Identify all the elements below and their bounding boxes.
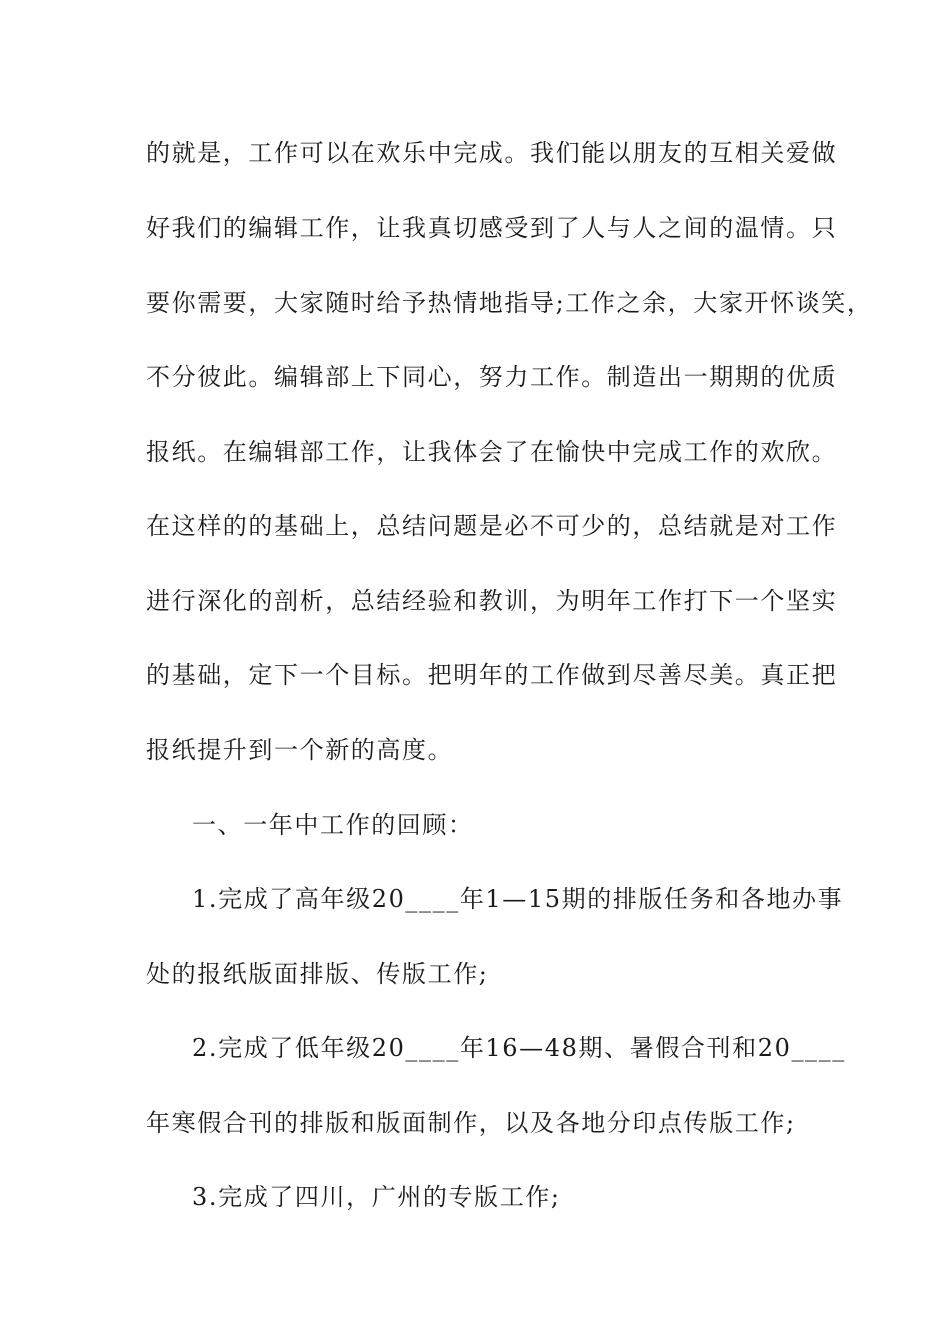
body-line-3: 要你需要，大家随时给予热情地指导;工作之余，大家开怀谈笑， [146, 289, 873, 317]
body-line-8: 的基础，定下一个目标。把明年的工作做到尽善尽美。真正把 [146, 661, 838, 689]
body-line-2: 好我们的编辑工作，让我真切感受到了人与人之间的温情。只 [146, 214, 838, 242]
body-line-5: 报纸。在编辑部工作，让我体会了在愉快中完成工作的欢欣。 [146, 438, 838, 466]
body-line-6: 在这样的的基础上，总结问题是必不可少的，总结就是对工作 [146, 512, 838, 540]
body-line-1: 的就是，工作可以在欢乐中完成。我们能以朋友的互相关爱做 [146, 139, 838, 167]
body-line-7: 进行深化的剖析，总结经验和教训，为明年工作打下一个坚实 [146, 587, 838, 615]
list-item-3: 3.完成了四川，广州的专版工作; [192, 1183, 561, 1211]
body-line-9: 报纸提升到一个新的高度。 [146, 736, 454, 764]
list-item-1: 1.完成了高年级20____年1—15期的排版任务和各地办事 [192, 885, 844, 913]
body-line-4: 不分彼此。编辑部上下同心，努力工作。制造出一期期的优质 [146, 363, 838, 391]
list-item-2-cont: 年寒假合刊的排版和版面制作，以及各地分印点传版工作; [146, 1109, 796, 1137]
list-item-1-cont: 处的报纸版面排版、传版工作; [146, 960, 489, 988]
section-heading-review: 一、一年中工作的回顾： [192, 811, 474, 839]
list-item-2: 2.完成了低年级20____年16—48期、暑假合刊和20____ [192, 1034, 846, 1062]
